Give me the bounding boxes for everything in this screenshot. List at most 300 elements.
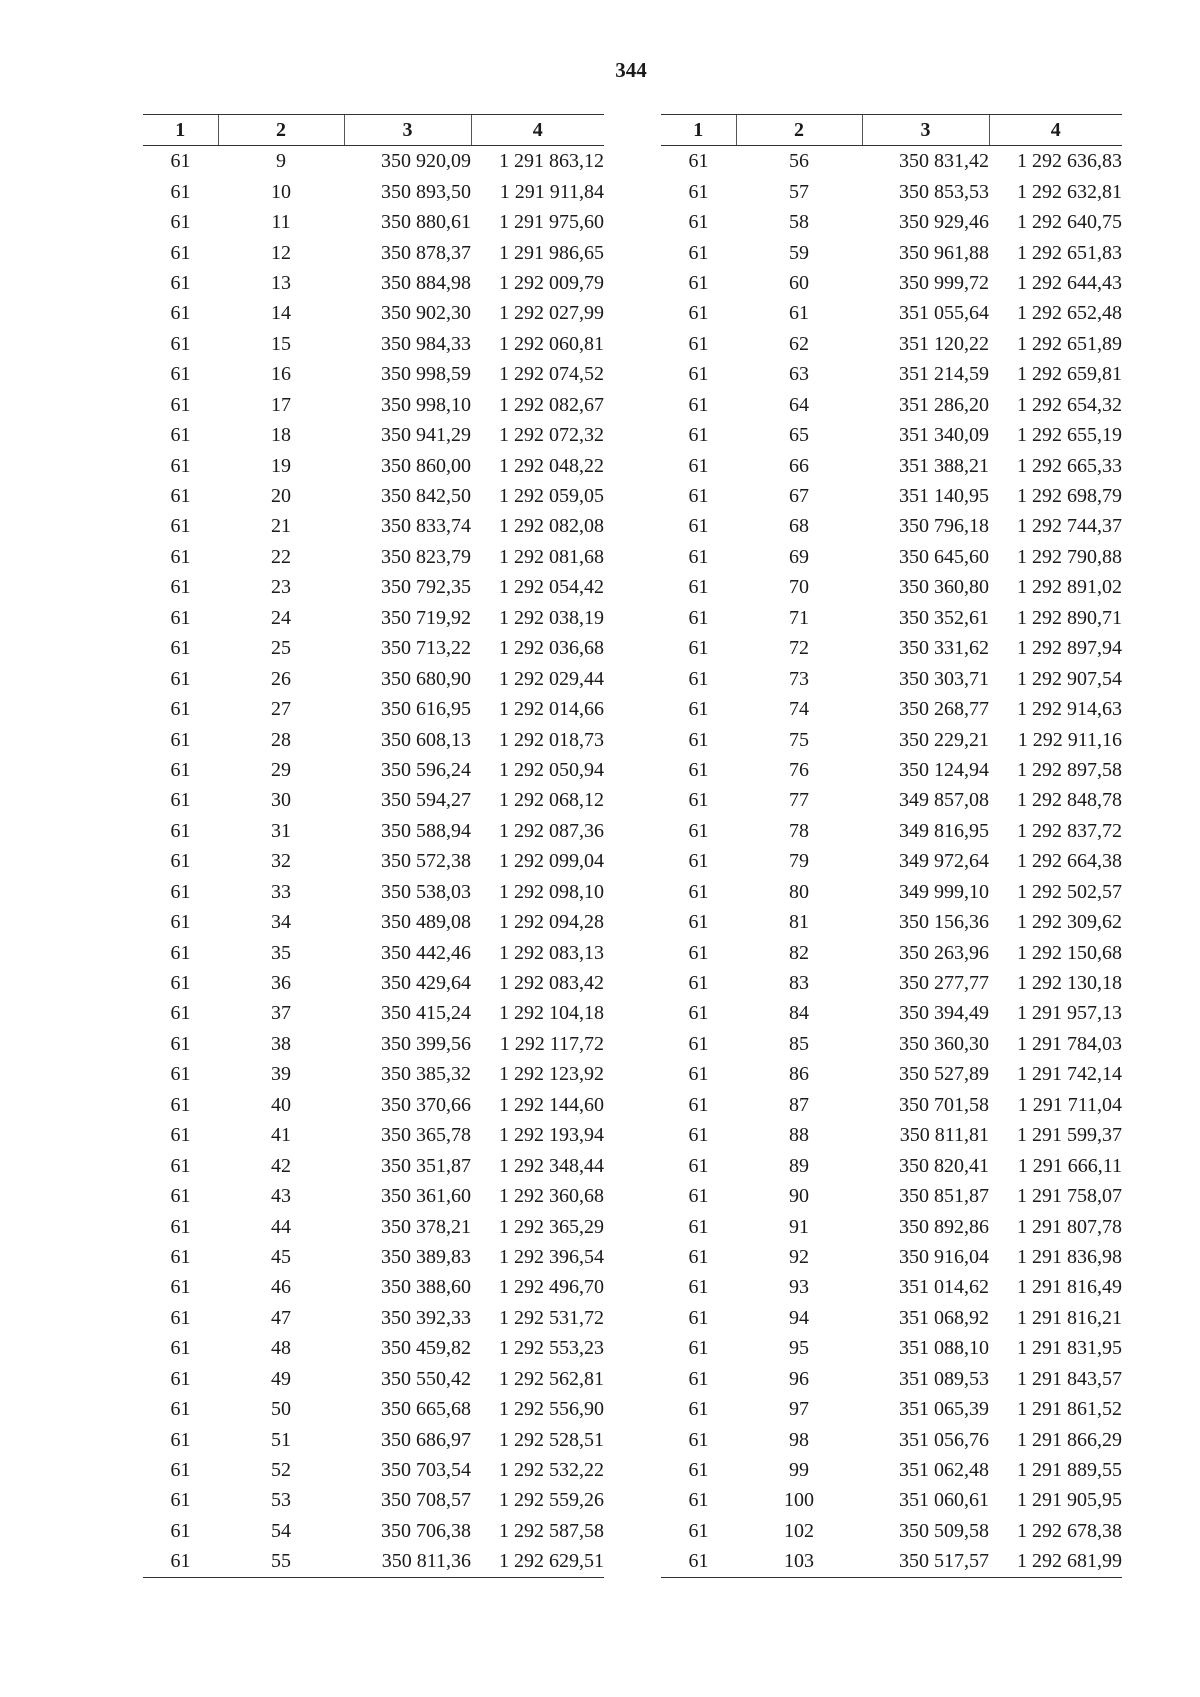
- y-coordinate-cell: 1 291 666,11: [1017, 1154, 1122, 1177]
- point-cell: 52: [271, 1459, 291, 1482]
- y-coordinate-cell: 1 292 654,32: [1017, 393, 1122, 416]
- point-cell: 76: [789, 758, 809, 781]
- point-cell: 102: [784, 1519, 814, 1542]
- x-coordinate-cell: 350 527,89: [899, 1063, 989, 1086]
- point-cell: 17: [271, 393, 291, 416]
- point-cell: 38: [271, 1032, 291, 1055]
- zone-cell: 61: [688, 637, 709, 660]
- point-cell: 26: [271, 667, 291, 690]
- table-row: [661, 846, 1122, 876]
- x-coordinate-cell: 351 055,64: [899, 302, 989, 325]
- table-row: [661, 755, 1122, 785]
- table-row: [661, 390, 1122, 420]
- table-row: [143, 1424, 604, 1454]
- zone-cell: 61: [170, 241, 191, 264]
- y-coordinate-cell: 1 292 553,23: [499, 1337, 604, 1360]
- zone-cell: 61: [170, 1398, 191, 1421]
- y-coordinate-cell: 1 292 911,16: [1017, 728, 1122, 751]
- x-coordinate-cell: 350 811,36: [344, 1546, 471, 1577]
- x-coordinate-cell: 350 916,04: [899, 1245, 989, 1268]
- x-coordinate-cell: 351 068,92: [899, 1306, 989, 1329]
- point-cell: 43: [271, 1185, 291, 1208]
- y-coordinate-cell: 1 292 632,81: [1017, 180, 1122, 203]
- y-coordinate-cell: 1 291 816,49: [1017, 1276, 1122, 1299]
- table-row: [143, 207, 604, 237]
- point-cell: 74: [789, 698, 809, 721]
- y-coordinate-cell: 1 291 861,52: [1017, 1398, 1122, 1421]
- x-coordinate-cell: 350 389,83: [381, 1245, 471, 1268]
- zone-cell: 61: [170, 1032, 191, 1055]
- column-header-3: 3: [344, 115, 471, 146]
- point-cell: 12: [271, 241, 291, 264]
- y-coordinate-cell: 1 292 556,90: [499, 1398, 604, 1421]
- zone-cell: 61: [170, 1337, 191, 1360]
- point-cell: 60: [789, 271, 809, 294]
- point-cell: 11: [271, 211, 291, 234]
- table-row: [143, 542, 604, 572]
- zone-cell: 61: [170, 1519, 191, 1542]
- point-cell: 72: [789, 637, 809, 660]
- y-coordinate-cell: 1 292 309,62: [1017, 911, 1122, 934]
- page-number: 344: [615, 58, 647, 82]
- table-row: [143, 724, 604, 754]
- table-row: [143, 1394, 604, 1424]
- zone-cell: 61: [170, 1306, 191, 1329]
- x-coordinate-cell: 350 509,58: [899, 1519, 989, 1542]
- y-coordinate-cell: 1 291 905,95: [1017, 1489, 1122, 1512]
- point-cell: 59: [789, 241, 809, 264]
- zone-cell: 61: [688, 1398, 709, 1421]
- y-coordinate-cell: 1 292 083,42: [499, 972, 604, 995]
- y-coordinate-cell: 1 291 975,60: [499, 211, 604, 234]
- y-coordinate-cell: 1 291 957,13: [1017, 1002, 1122, 1025]
- x-coordinate-cell: 350 124,94: [899, 758, 989, 781]
- x-coordinate-cell: 351 286,20: [899, 393, 989, 416]
- point-cell: 50: [271, 1398, 291, 1421]
- point-cell: 55: [218, 1546, 344, 1577]
- x-coordinate-cell: 350 360,30: [899, 1032, 989, 1055]
- y-coordinate-cell: 1 292 562,81: [499, 1367, 604, 1390]
- zone-cell: 61: [688, 150, 709, 173]
- table-row: [661, 1455, 1122, 1485]
- point-cell: 85: [789, 1032, 809, 1055]
- point-cell: 90: [789, 1185, 809, 1208]
- point-cell: 84: [789, 1002, 809, 1025]
- table-row: [661, 968, 1122, 998]
- zone-cell: 61: [688, 1245, 709, 1268]
- x-coordinate-cell: 350 596,24: [381, 758, 471, 781]
- table-row: [143, 1364, 604, 1394]
- table-row: [143, 1455, 604, 1485]
- zone-cell: 61: [170, 880, 191, 903]
- point-cell: 62: [789, 332, 809, 355]
- x-coordinate-cell: 351 214,59: [899, 363, 989, 386]
- x-coordinate-cell: 350 820,41: [899, 1154, 989, 1177]
- point-cell: 82: [789, 941, 809, 964]
- x-coordinate-cell: 350 880,61: [381, 211, 471, 234]
- point-cell: 45: [271, 1245, 291, 1268]
- zone-cell: 61: [688, 302, 709, 325]
- point-cell: 91: [789, 1215, 809, 1238]
- y-coordinate-cell: 1 292 532,22: [499, 1459, 604, 1482]
- zone-cell: 61: [688, 606, 709, 629]
- y-coordinate-cell: 1 291 866,29: [1017, 1428, 1122, 1451]
- zone-cell: 61: [688, 576, 709, 599]
- x-coordinate-cell: 351 056,76: [899, 1428, 989, 1451]
- y-coordinate-cell: 1 291 784,03: [1017, 1032, 1122, 1055]
- x-coordinate-cell: 350 365,78: [381, 1124, 471, 1147]
- table-header-row: [143, 115, 604, 146]
- point-cell: 41: [271, 1124, 291, 1147]
- zone-cell: 61: [170, 1276, 191, 1299]
- point-cell: 95: [789, 1337, 809, 1360]
- x-coordinate-cell: 351 140,95: [899, 485, 989, 508]
- table-header-row: [661, 115, 1122, 146]
- zone-cell: 61: [688, 1428, 709, 1451]
- y-coordinate-cell: 1 291 889,55: [1017, 1459, 1122, 1482]
- x-coordinate-cell: 350 588,94: [381, 819, 471, 842]
- table-row: [661, 146, 1122, 177]
- x-coordinate-cell: 350 902,30: [381, 302, 471, 325]
- y-coordinate-cell: 1 292 099,04: [499, 850, 604, 873]
- y-coordinate-cell: 1 292 396,54: [499, 1245, 604, 1268]
- point-cell: 48: [271, 1337, 291, 1360]
- table-row: [661, 1120, 1122, 1150]
- y-coordinate-cell: 1 292 891,02: [1017, 576, 1122, 599]
- zone-cell: 61: [170, 545, 191, 568]
- zone-cell: 61: [688, 1032, 709, 1055]
- zone-cell: 61: [170, 302, 191, 325]
- table-row: [143, 298, 604, 328]
- y-coordinate-cell: 1 291 843,57: [1017, 1367, 1122, 1390]
- table-row: [661, 298, 1122, 328]
- zone-cell: 61: [688, 485, 709, 508]
- table-row: [143, 603, 604, 633]
- zone-cell: 61: [170, 515, 191, 538]
- y-coordinate-cell: 1 292 060,81: [499, 332, 604, 355]
- zone-cell: 61: [688, 698, 709, 721]
- y-coordinate-cell: 1 292 144,60: [499, 1093, 604, 1116]
- y-coordinate-cell: 1 292 659,81: [1017, 363, 1122, 386]
- point-cell: 24: [271, 606, 291, 629]
- y-coordinate-cell: 1 292 914,63: [1017, 698, 1122, 721]
- x-coordinate-cell: 350 229,21: [899, 728, 989, 751]
- x-coordinate-cell: 349 972,64: [899, 850, 989, 873]
- y-coordinate-cell: 1 292 698,79: [1017, 485, 1122, 508]
- zone-cell: 61: [170, 1367, 191, 1390]
- y-coordinate-cell: 1 292 531,72: [499, 1306, 604, 1329]
- column-header-2: 2: [218, 115, 344, 146]
- y-coordinate-cell: 1 292 123,92: [499, 1063, 604, 1086]
- table-row: [661, 907, 1122, 937]
- y-coordinate-cell: 1 292 528,51: [499, 1428, 604, 1451]
- table-row: [143, 237, 604, 267]
- point-cell: 87: [789, 1093, 809, 1116]
- y-coordinate-cell: 1 292 018,73: [499, 728, 604, 751]
- table-row: [661, 329, 1122, 359]
- zone-cell: 61: [688, 332, 709, 355]
- zone-cell: 61: [170, 485, 191, 508]
- x-coordinate-cell: 350 263,96: [899, 941, 989, 964]
- y-coordinate-cell: 1 292 897,58: [1017, 758, 1122, 781]
- x-coordinate-cell: 350 719,92: [381, 606, 471, 629]
- x-coordinate-cell: 350 616,95: [381, 698, 471, 721]
- y-coordinate-cell: 1 291 711,04: [1017, 1093, 1122, 1116]
- y-coordinate-cell: 1 292 074,52: [499, 363, 604, 386]
- zone-cell: 61: [170, 637, 191, 660]
- y-coordinate-cell: 1 291 831,95: [1017, 1337, 1122, 1360]
- zone-cell: 61: [688, 819, 709, 842]
- x-coordinate-cell: 350 388,60: [381, 1276, 471, 1299]
- table-row: [143, 755, 604, 785]
- zone-cell: 61: [170, 1154, 191, 1177]
- x-coordinate-cell: 350 708,57: [381, 1489, 471, 1512]
- zone-cell: 61: [688, 241, 709, 264]
- table-row: [143, 572, 604, 602]
- table-row: [661, 816, 1122, 846]
- x-coordinate-cell: 351 060,61: [899, 1489, 989, 1512]
- y-coordinate-cell: 1 291 816,21: [1017, 1306, 1122, 1329]
- point-cell: 92: [789, 1245, 809, 1268]
- x-coordinate-cell: 350 538,03: [381, 880, 471, 903]
- table-row: [661, 1211, 1122, 1241]
- x-coordinate-cell: 350 884,98: [381, 271, 471, 294]
- point-cell: 49: [271, 1367, 291, 1390]
- table-row: [661, 572, 1122, 602]
- x-coordinate-cell: 350 796,18: [899, 515, 989, 538]
- point-cell: 10: [271, 180, 291, 203]
- y-coordinate-cell: 1 292 652,48: [1017, 302, 1122, 325]
- zone-cell: 61: [688, 972, 709, 995]
- table-row: [143, 633, 604, 663]
- x-coordinate-cell: 350 303,71: [899, 667, 989, 690]
- zone-cell: 61: [688, 545, 709, 568]
- zone-cell: 61: [688, 393, 709, 416]
- table-row: [143, 1242, 604, 1272]
- x-coordinate-cell: 350 878,37: [381, 241, 471, 264]
- x-coordinate-cell: 351 340,09: [899, 424, 989, 447]
- point-cell: 44: [271, 1215, 291, 1238]
- zone-cell: 61: [170, 698, 191, 721]
- y-coordinate-cell: 1 292 081,68: [499, 545, 604, 568]
- zone-cell: 61: [170, 667, 191, 690]
- point-cell: 14: [271, 302, 291, 325]
- y-coordinate-cell: 1 292 150,68: [1017, 941, 1122, 964]
- table-row: [661, 1333, 1122, 1363]
- y-coordinate-cell: 1 292 072,32: [499, 424, 604, 447]
- point-cell: 28: [271, 728, 291, 751]
- table-row: [661, 450, 1122, 480]
- x-coordinate-cell: 350 489,08: [381, 911, 471, 934]
- y-coordinate-cell: 1 292 644,43: [1017, 271, 1122, 294]
- table-row: [661, 207, 1122, 237]
- table-row: [661, 420, 1122, 450]
- x-coordinate-cell: 351 089,53: [899, 1367, 989, 1390]
- x-coordinate-cell: 350 929,46: [899, 211, 989, 234]
- y-coordinate-cell: 1 292 664,38: [1017, 850, 1122, 873]
- table-row: [661, 937, 1122, 967]
- x-coordinate-cell: 350 860,00: [381, 454, 471, 477]
- table-row: [143, 1120, 604, 1150]
- y-coordinate-cell: 1 292 014,66: [499, 698, 604, 721]
- x-coordinate-cell: 350 853,53: [899, 180, 989, 203]
- zone-cell: 61: [170, 1245, 191, 1268]
- table-row: [661, 1181, 1122, 1211]
- y-coordinate-cell: 1 292 098,10: [499, 880, 604, 903]
- point-cell: 9: [276, 150, 286, 173]
- point-cell: 32: [271, 850, 291, 873]
- table-row: [661, 1150, 1122, 1180]
- zone-cell: 61: [170, 850, 191, 873]
- table-row: [661, 1029, 1122, 1059]
- point-cell: 46: [271, 1276, 291, 1299]
- zone-cell: 61: [170, 941, 191, 964]
- table-row: [661, 481, 1122, 511]
- y-coordinate-cell: 1 292 027,99: [499, 302, 604, 325]
- table-row: [143, 329, 604, 359]
- x-coordinate-cell: 350 893,50: [381, 180, 471, 203]
- zone-cell: 61: [688, 1519, 709, 1542]
- table-row: [661, 511, 1122, 541]
- zone-cell: 61: [688, 941, 709, 964]
- y-coordinate-cell: 1 292 094,28: [499, 911, 604, 934]
- table-row: [143, 359, 604, 389]
- zone-cell: 61: [170, 363, 191, 386]
- point-cell: 63: [789, 363, 809, 386]
- coordinates-table-left: [143, 114, 604, 1578]
- point-cell: 23: [271, 576, 291, 599]
- point-cell: 42: [271, 1154, 291, 1177]
- zone-cell: 61: [688, 1459, 709, 1482]
- y-coordinate-cell: 1 292 082,08: [499, 515, 604, 538]
- zone-cell: 61: [170, 1489, 191, 1512]
- y-coordinate-cell: 1 292 681,99: [989, 1546, 1122, 1577]
- table-row: [143, 450, 604, 480]
- table-row: [143, 968, 604, 998]
- y-coordinate-cell: 1 292 837,72: [1017, 819, 1122, 842]
- zone-cell: 61: [170, 576, 191, 599]
- table-body: [661, 146, 1122, 1578]
- y-coordinate-cell: 1 292 365,29: [499, 1215, 604, 1238]
- x-coordinate-cell: 350 998,59: [381, 363, 471, 386]
- zone-cell: 61: [688, 789, 709, 812]
- x-coordinate-cell: 350 823,79: [381, 545, 471, 568]
- table-row: [661, 1090, 1122, 1120]
- zone-cell: 61: [661, 1546, 736, 1577]
- zone-cell: 61: [170, 1124, 191, 1147]
- table-row: [143, 1516, 604, 1546]
- x-coordinate-cell: 350 686,97: [381, 1428, 471, 1451]
- table-row: [143, 1029, 604, 1059]
- zone-cell: 61: [688, 515, 709, 538]
- zone-cell: 61: [170, 789, 191, 812]
- point-cell: 89: [789, 1154, 809, 1177]
- column-header-4: 4: [989, 115, 1122, 146]
- zone-cell: 61: [170, 1459, 191, 1482]
- y-coordinate-cell: 1 292 636,83: [1017, 150, 1122, 173]
- x-coordinate-cell: 350 378,21: [381, 1215, 471, 1238]
- table-row: [661, 176, 1122, 206]
- table-row: [143, 816, 604, 846]
- point-cell: 77: [789, 789, 809, 812]
- x-coordinate-cell: 350 851,87: [899, 1185, 989, 1208]
- x-coordinate-cell: 350 984,33: [381, 332, 471, 355]
- x-coordinate-cell: 350 998,10: [381, 393, 471, 416]
- zone-cell: 61: [170, 606, 191, 629]
- x-coordinate-cell: 350 268,77: [899, 698, 989, 721]
- y-coordinate-cell: 1 292 587,58: [499, 1519, 604, 1542]
- table-row: [143, 176, 604, 206]
- zone-cell: 61: [688, 880, 709, 903]
- point-cell: 93: [789, 1276, 809, 1299]
- zone-cell: 61: [170, 1185, 191, 1208]
- zone-cell: 61: [170, 424, 191, 447]
- zone-cell: 61: [688, 454, 709, 477]
- zone-cell: 61: [170, 271, 191, 294]
- y-coordinate-cell: 1 292 678,38: [1017, 1519, 1122, 1542]
- x-coordinate-cell: 350 920,09: [381, 150, 471, 173]
- point-cell: 15: [271, 332, 291, 355]
- table-row: [143, 1090, 604, 1120]
- x-coordinate-cell: 350 156,36: [899, 911, 989, 934]
- x-coordinate-cell: 350 370,66: [381, 1093, 471, 1116]
- y-coordinate-cell: 1 292 790,88: [1017, 545, 1122, 568]
- table-row: [143, 877, 604, 907]
- x-coordinate-cell: 350 360,80: [899, 576, 989, 599]
- x-coordinate-cell: 351 014,62: [899, 1276, 989, 1299]
- zone-cell: 61: [170, 1428, 191, 1451]
- x-coordinate-cell: 350 550,42: [381, 1367, 471, 1390]
- x-coordinate-cell: 350 831,42: [899, 150, 989, 173]
- table-row: [143, 1303, 604, 1333]
- table-row: [143, 1211, 604, 1241]
- y-coordinate-cell: 1 292 029,44: [499, 667, 604, 690]
- zone-cell: 61: [170, 1063, 191, 1086]
- x-coordinate-cell: 350 706,38: [381, 1519, 471, 1542]
- y-coordinate-cell: 1 292 048,22: [499, 454, 604, 477]
- table-row: [143, 1150, 604, 1180]
- point-cell: 79: [789, 850, 809, 873]
- zone-cell: 61: [688, 211, 709, 234]
- point-cell: 13: [271, 271, 291, 294]
- point-cell: 40: [271, 1093, 291, 1116]
- y-coordinate-cell: 1 292 117,72: [499, 1032, 604, 1055]
- coordinates-table-right: [661, 114, 1122, 1578]
- column-header-2: 2: [736, 115, 862, 146]
- table-row: [661, 1364, 1122, 1394]
- y-coordinate-cell: 1 292 655,19: [1017, 424, 1122, 447]
- zone-cell: 61: [688, 1215, 709, 1238]
- point-cell: 69: [789, 545, 809, 568]
- table-row: [143, 1333, 604, 1363]
- y-coordinate-cell: 1 291 742,14: [1017, 1063, 1122, 1086]
- zone-cell: 61: [688, 1337, 709, 1360]
- y-coordinate-cell: 1 292 038,19: [499, 606, 604, 629]
- point-cell: 35: [271, 941, 291, 964]
- zone-cell: 61: [688, 1185, 709, 1208]
- point-cell: 97: [789, 1398, 809, 1421]
- y-coordinate-cell: 1 292 897,94: [1017, 637, 1122, 660]
- point-cell: 20: [271, 485, 291, 508]
- zone-cell: 61: [170, 911, 191, 934]
- table-row: [661, 268, 1122, 298]
- zone-cell: 61: [143, 1546, 218, 1577]
- x-coordinate-cell: 349 816,95: [899, 819, 989, 842]
- point-cell: 103: [736, 1546, 862, 1577]
- table-row: [661, 1485, 1122, 1515]
- y-coordinate-cell: 1 292 036,68: [499, 637, 604, 660]
- zone-cell: 61: [170, 758, 191, 781]
